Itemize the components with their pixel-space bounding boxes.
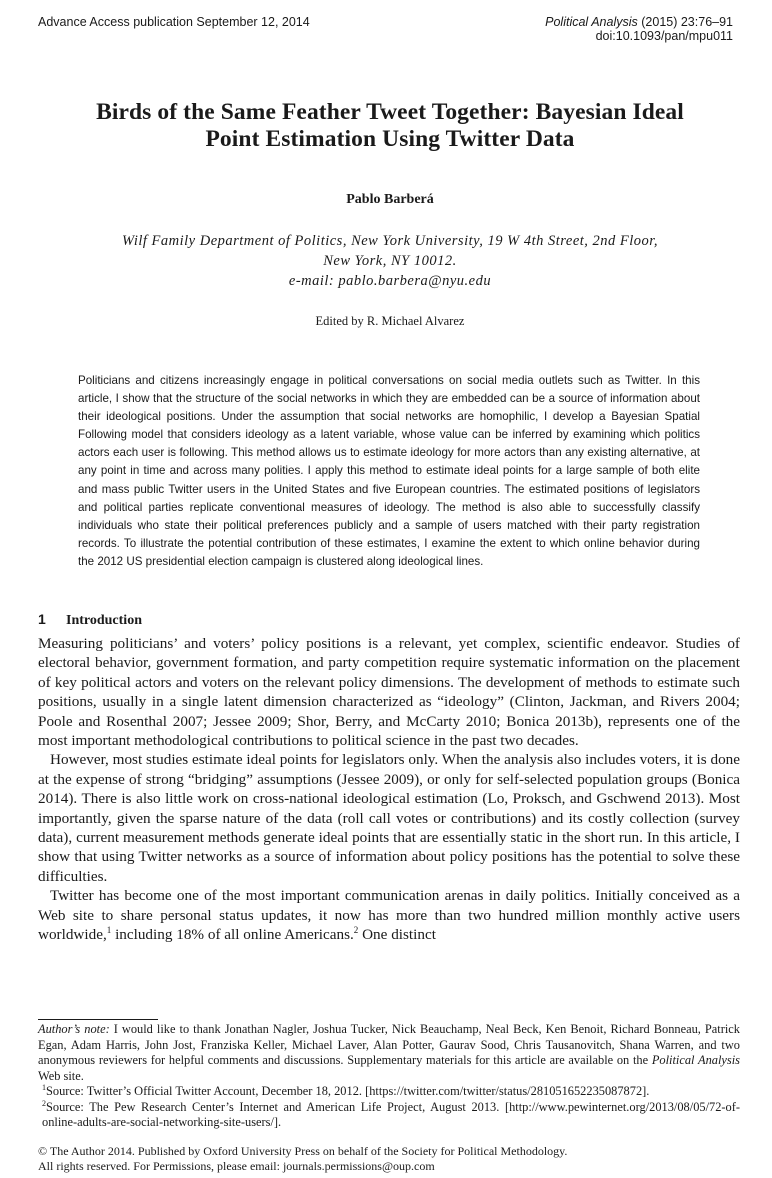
copyright-line-2: All rights reserved. For Permissions, please email: journals.permissions@oup.com [38, 1159, 435, 1173]
paragraph-3-text-b: including 18% of all online Americans. [111, 926, 354, 944]
footnote-1 [38, 1084, 740, 1100]
author-name: Pablo Barberá [346, 192, 434, 207]
footnote-2-mark: 2 [42, 1098, 46, 1108]
abstract: Politicians and citizens increasingly engage in political conversations on social media outlets such as Twitter. In this article, I show that the structure of the social networks in which they are embedded can be a source of information about their ideological positions. Under the assumption that social networks are homophilic, I develop a Bayesian Spatial Following model that considers ideology as a latent variable, whose value can be inferred by examining which politics actors each user is following. This method allows us to estimate ideology for more actors than any existing alternative, at any point in time and across many polities. I apply this method to estimate ideal points for a large sample of both elite and mass public Twitter users in the United States and five European countries. The estimated positions of legislators and political parties replicate conventional measures of ideology. The method is also able to successfully classify individuals who state their political preferences publicly and a sample of users matched with their party registration records. To illustrate the potential contribution of these estimates, I examine the extent to which online behavior during the 2012 US presidential election campaign is clustered along ideological lines. [78, 374, 700, 568]
footnote-2 [38, 1100, 740, 1131]
journal-citation [545, 15, 733, 29]
author-note-label: Author’s note: [38, 1022, 110, 1036]
copyright-notice [38, 1144, 567, 1174]
author-note-text-a: I would like to thank Jonathan Nagler, Joshua Tucker, Nick Beauchamp, Neal Beck, Ken Benoit, Richard Bonneau, Patrick Egan, Adam Harris, John Jost, Franziska Keller, Michael Laver, Alan Potter, Gaurav Sood, Chris Tausanovitch, Shana Warren, and two anonymous reviewers for helpful comments and discussions. Supplementary materials for this article are available on the [38, 1022, 740, 1067]
footnote-ref-1[interactable]: 1 [106, 925, 112, 936]
section-number: 1 [38, 611, 46, 627]
author-email: e-mail: pablo.barbera@nyu.edu [288, 273, 492, 289]
doi: doi:10.1093/pan/mpu011 [595, 29, 733, 43]
journal-citation-header [545, 15, 733, 43]
footnotes [38, 1022, 740, 1131]
footnote-1-mark: 1 [42, 1083, 46, 1092]
publication-date-header: Advance Access publication September 12, 2014 [38, 15, 310, 29]
paragraph-1: Measuring politicians’ and voters’ policy positions is a relevant, yet complex, scientific endeavor. Studies of electoral behavior, government formation, and party competition require systematic information on the placement of key political actors and voters on the relevant policy dimensions. The development of methods to estimate such positions, usually in a single latent dimension characterized as “ideology” (Clinton, Jackman, and Rivers 2004; Poole and Rosenthal 2007; Jessee 2009; Shor, Berry, and McCarty 2010; Bonica 2013b), represents one of the most important methodological contributions to political science in the past two decades. [38, 635, 740, 750]
footnote-divider [38, 1019, 158, 1020]
affiliation-line-1: Wilf Family Department of Politics, New York University, 19 W 4th Street, 2nd Floor, [122, 233, 658, 249]
paper-title-line-1: Birds of the Same Feather Tweet Together: Bayesian Ideal [96, 99, 684, 125]
footnote-2-text[interactable]: Source: The Pew Research Center’s Internet and American Life Project, August 2013. [http://www.pewinternet.org/2013/08/05/72-of-online-adults-are-social-networking-site-users/]. [42, 1099, 740, 1129]
body-text [38, 634, 740, 945]
copyright-line-1: © The Author 2014. Published by Oxford University Press on behalf of the Society for Political Methodology. [38, 1144, 568, 1158]
affiliation-line-2: New York, NY 10012. [323, 253, 457, 269]
paper-title [40, 99, 740, 153]
author-note-journal: Political Analysis [651, 1053, 740, 1067]
paragraph-3 [38, 886, 740, 944]
footnote-ref-2[interactable]: 2 [353, 925, 359, 936]
paragraph-2: However, most studies estimate ideal points for legislators only. When the analysis also includes voters, it is done at the expense of strong “bridging” assumptions (Jessee 2009), or only for self-selected population groups (Bonica 2014). There is also little work on cross-national ideological estimation (Lo, Proksch, and Gschwend 2013). Most importantly, given the sparse nature of the data (roll call votes or contributions) and its costly collection (survey data), current measurement methods generate ideal points that are essentially static in the short run. In this article, I show that using Twitter networks as a source of information about policy positions has the potential to solve these difficulties. [38, 751, 740, 885]
author-note [38, 1022, 740, 1084]
journal-name: Political Analysis [545, 15, 638, 29]
author-note-text-b: Web site. [38, 1068, 84, 1083]
footnote-1-text[interactable]: Source: Twitter’s Official Twitter Account, December 18, 2012. [https://twitter.com/twitter/status/281051652235087872]. [46, 1084, 650, 1098]
editor-credit: Edited by R. Michael Alvarez [315, 314, 465, 328]
paper-title-line-2: Point Estimation Using Twitter Data [205, 126, 575, 152]
paragraph-3-text-a: Twitter has become one of the most important communication arenas in daily politics. Initially conceived as a Web site to share personal status updates, it now has more than two hundred million monthly active users worldwide, [38, 887, 740, 944]
section-heading [38, 611, 142, 629]
volume-pages: (2015) 23:76–91 [637, 15, 733, 29]
author-affiliation [40, 231, 740, 291]
section-title: Introduction [66, 613, 142, 628]
paragraph-3-text-c: One distinct [358, 926, 436, 944]
